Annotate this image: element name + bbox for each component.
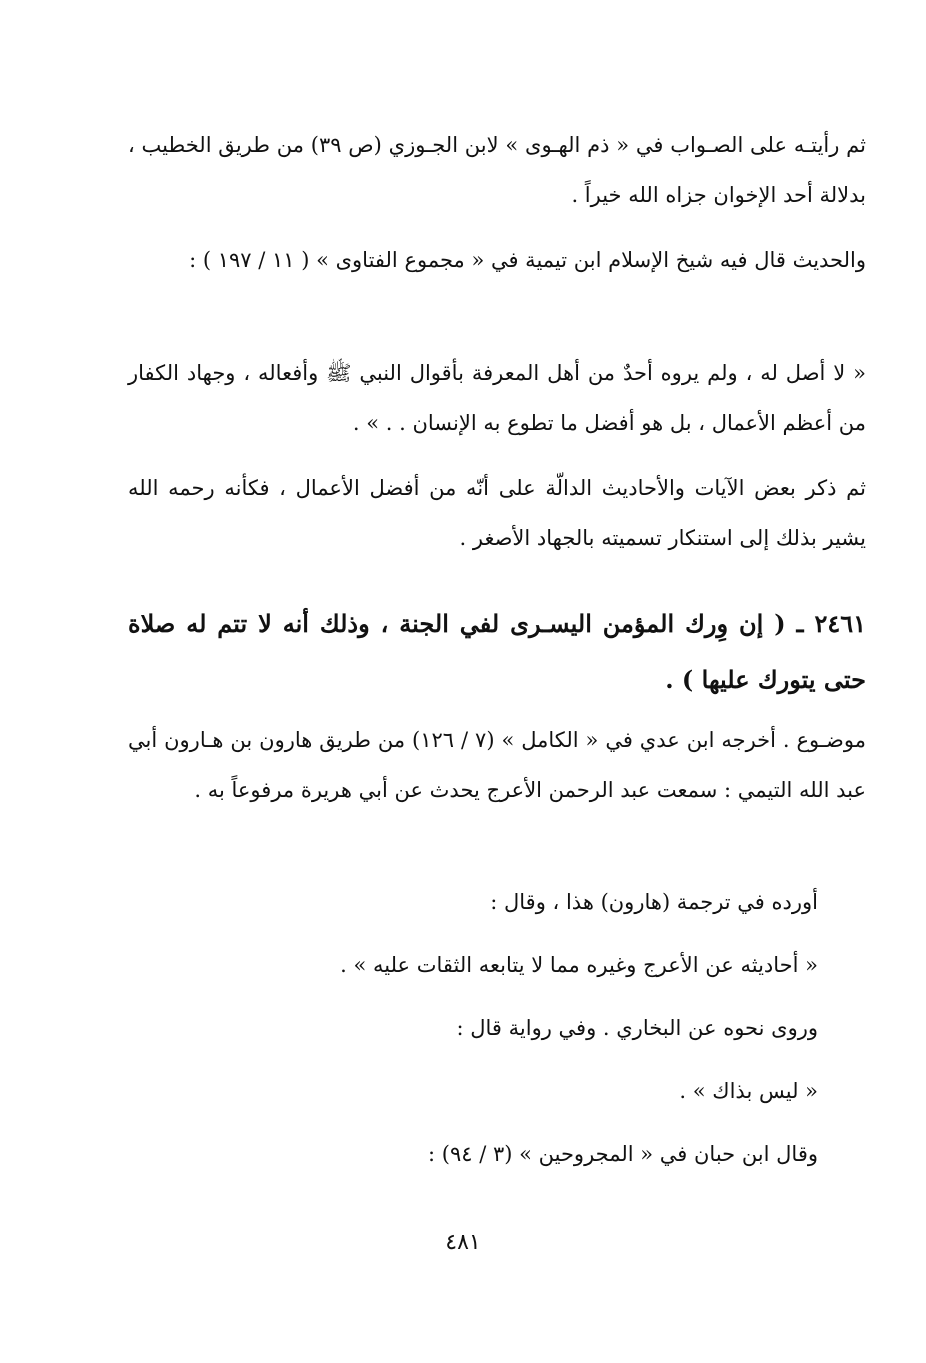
page-number: ٤٨١ bbox=[445, 1230, 481, 1255]
paragraph-dham-al-hawa: ثم رأيتـه على الصـواب في « ذم الهـوى » لابن الجـوزي (ص ٣٩) من طريق الخطيب ، بدلالة أحد الإخوان جزاه الله خيراً . bbox=[128, 133, 866, 207]
paragraph-laysa-bidhaka: « ليس بذاك » . bbox=[679, 1079, 818, 1103]
paragraph-ibn-taymiyya-quote-intro: والحديث قال فيه شيخ الإسلام ابن تيمية في « مجموع الفتاوى » ( ١١ / ١٩٧ ) : bbox=[189, 248, 866, 272]
paragraph-jihad-comment: ثم ذكر بعض الآيات والأحاديث الدالّة على أنّه من أفضل الأعمال ، فكأنه رحمه الله يشير بذلك إلى استنكار تسميته بالجهاد الأصغر . bbox=[128, 476, 866, 550]
paragraph-awradahu: أورده في ترجمة (هارون) هذا ، وقال : bbox=[490, 890, 818, 914]
hadith-heading: ٢٤٦١ ـ ( إن وِرك المؤمن اليسـرى لفي الجنة ، وذلك أنه لا تتم له صلاة حتى يتورك عليها ) . bbox=[128, 609, 866, 694]
paragraph-takhrij: موضـوع . أخرجه ابن عدي في « الكامل » (٧ / ١٢٦) من طريق هارون بن هـارون أبي عبد الله التيمي : سمعت عبد الرحمن الأعرج يحدث عن أبي هريرة مرفوعاً به . bbox=[128, 728, 866, 802]
paragraph-ibn-hibban: وقال ابن حبان في « المجروحين » (٣ / ٩٤) : bbox=[428, 1142, 818, 1166]
paragraph-ibn-taymiyya-quote: « لا أصل له ، ولم يروه أحدٌ من أهل المعرفة بأقوال النبي ﷺ وأفعاله ، وجهاد الكفار من أعظم الأعمال ، بل هو أفضل ما تطوع به الإنسان . . » . bbox=[128, 361, 866, 435]
paragraph-bukhari: وروى نحوه عن البخاري . وفي رواية قال : bbox=[456, 1016, 818, 1040]
paragraph-ibn-adi-quote: « أحاديثه عن الأعرج وغيره مما لا يتابعه الثقات عليه » . bbox=[340, 953, 818, 977]
